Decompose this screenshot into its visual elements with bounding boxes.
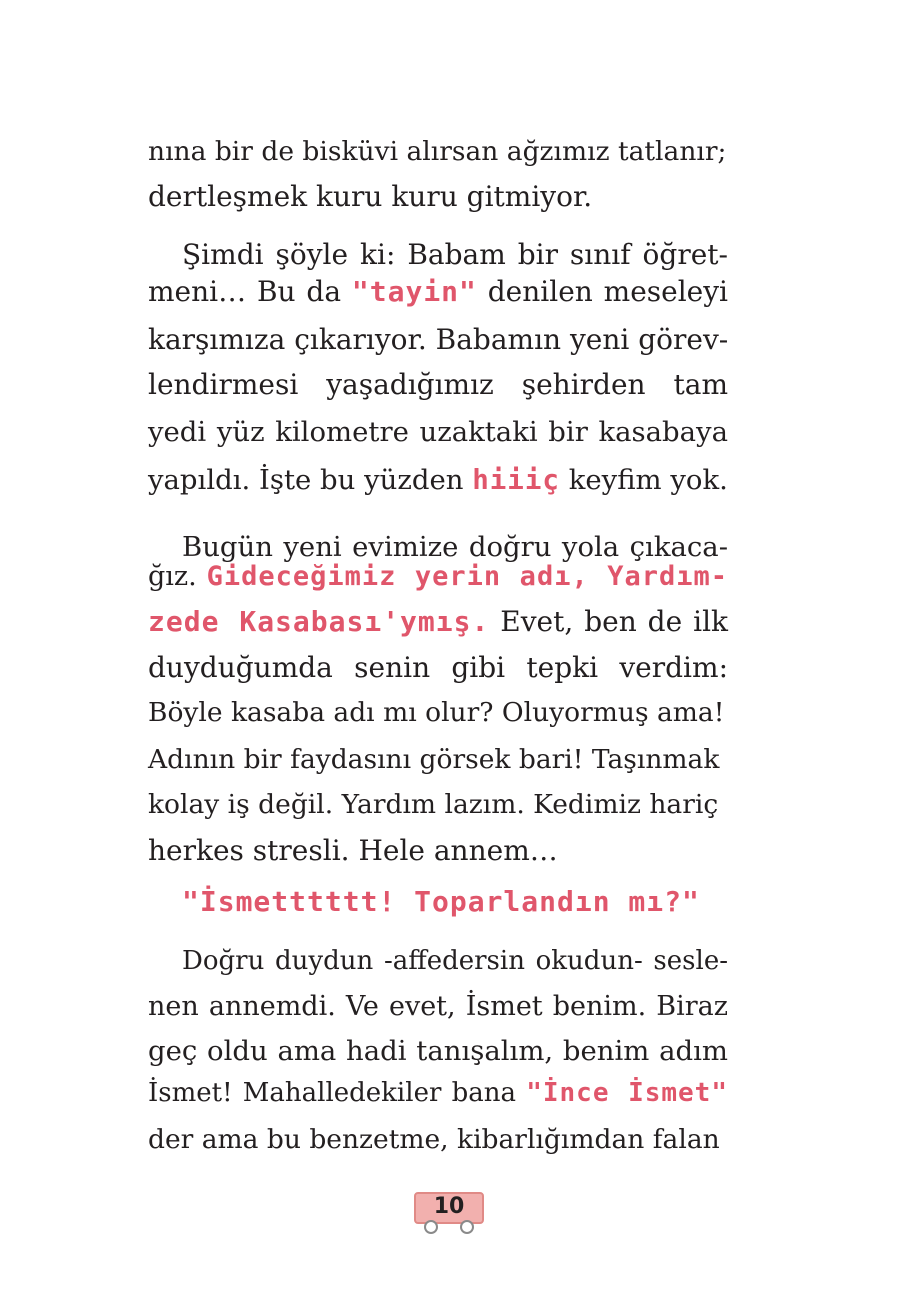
- wheel-icon: [460, 1220, 474, 1234]
- text-span: Adının bir faydasını görsek bari! Taşınmak: [148, 744, 720, 775]
- text-line: [148, 1116, 728, 1164]
- text-line: [182, 937, 728, 985]
- text-line: [148, 173, 728, 221]
- highlighted-phrase: zede Kasabası'ymış.: [148, 605, 490, 638]
- text-span: nına bir de bisküvi alırsan ağzımız tatlanır;: [148, 136, 727, 167]
- text-line: [148, 408, 728, 456]
- highlighted-phrase: "İnce İsmet": [526, 1078, 728, 1108]
- text-line: [148, 781, 728, 829]
- text-span: geç oldu ama hadi tanışalım, benim adım: [148, 1035, 728, 1067]
- text-line: [148, 598, 728, 646]
- highlighted-phrase: Gideceğimiz yerin adı, Yardım-: [206, 561, 729, 592]
- text-span: Böyle kasaba adı mı olur? Oluyormuş ama!: [148, 697, 725, 728]
- text-line: [148, 736, 728, 784]
- text-span: Evet, ben de ilk: [489, 605, 728, 638]
- text-line: [148, 128, 728, 176]
- text-span: İsmet! Mahalledekiler bana: [148, 1078, 527, 1108]
- text-line: [148, 689, 728, 737]
- text-span: Doğru duydun -affedersin okudun- sesle-: [182, 946, 728, 976]
- text-span: duyduğumda senin gibi tepki verdim:: [148, 651, 728, 684]
- highlighted-phrase: hiiiç: [472, 464, 560, 496]
- text-line: [148, 361, 728, 409]
- text-line: [148, 983, 728, 1031]
- text-span: karşımıza çıkarıyor. Babamın yeni görev-: [148, 323, 729, 356]
- text-line: [148, 1069, 728, 1117]
- text-span: der ama bu benzetme, kibarlığımdan falan: [148, 1124, 720, 1155]
- text-span: denilen meseleyi: [476, 275, 729, 308]
- text-span: nen annemdi. Ve evet, İsmet benim. Biraz: [148, 991, 728, 1022]
- text-span: dertleşmek kuru kuru gitmiyor.: [148, 180, 593, 213]
- page-number: 10: [433, 1194, 465, 1219]
- text-span: herkes stresli. Hele annem…: [148, 834, 558, 867]
- text-span: lendirmesi yaşadığımız şehirden tam: [148, 368, 728, 401]
- text-span: kolay iş değil. Yardım lazım. Kedimiz hariç: [148, 789, 719, 820]
- text-line: [148, 644, 728, 692]
- text-line: [148, 553, 728, 601]
- text-span: yapıldı. İşte bu yüzden: [148, 464, 473, 496]
- text-line: [148, 827, 728, 875]
- text-line: [182, 878, 728, 926]
- highlighted-phrase: "İsmetttttt! Toparlandın mı?": [182, 885, 700, 918]
- highlighted-phrase: "tayin": [351, 275, 477, 308]
- text-line: [148, 1027, 728, 1075]
- text-span: yedi yüz kilometre uzaktaki bir kasabaya: [148, 416, 728, 448]
- wheel-icon: [424, 1220, 438, 1234]
- text-line: [148, 268, 728, 316]
- text-span: keyfim yok.: [559, 464, 728, 496]
- text-line: [148, 456, 728, 504]
- text-span: ğız.: [148, 561, 207, 592]
- page-number-badge: [410, 1188, 488, 1236]
- text-span: Şimdi şöyle ki: Babam bir sınıf öğret-: [182, 238, 728, 271]
- text-span: Bugün yeni evimize doğru yola çıkaca-: [182, 531, 728, 563]
- text-line: [148, 316, 728, 364]
- text-span: meni… Bu da: [148, 275, 352, 308]
